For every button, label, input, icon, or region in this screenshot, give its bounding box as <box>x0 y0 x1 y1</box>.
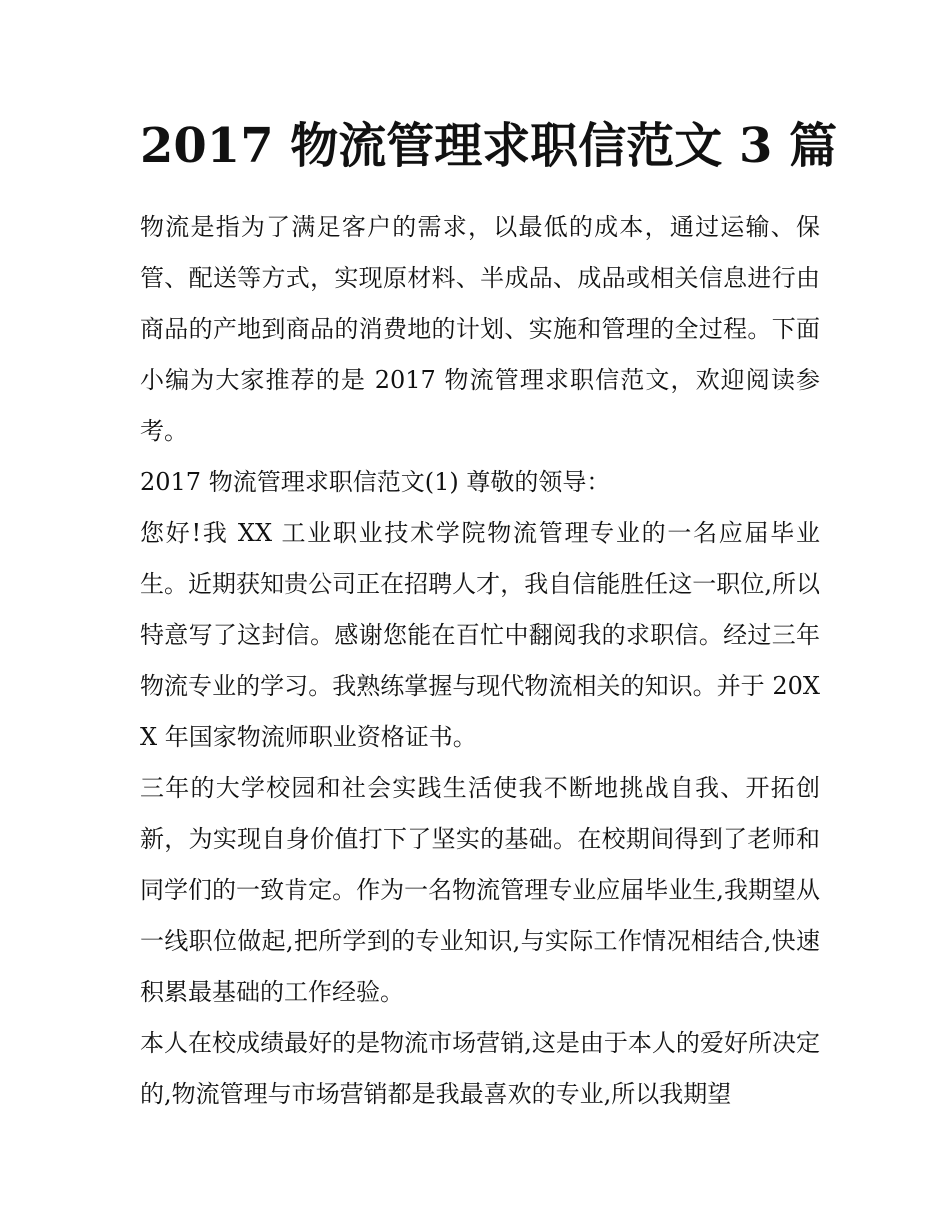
greeting-paragraph: 您好!我 XX 工业职业技术学院物流管理专业的一名应届毕业生。近期获知贵公司正在招聘人才，我自信能胜任这一职位,所以特意写了这封信。感谢您能在百忙中翻阅我的求职信。经过三年物流专业的学习。我熟练掌握与现代物流相关的知识。并于 20XX 年国家物流师职业资格证书。 <box>140 519 820 751</box>
experience-paragraph: 三年的大学校园和社会实践生活使我不断地挑战自我、开拓创新，为实现自身价值打下了坚实的基础。在校期间得到了老师和同学们的一致肯定。作为一名物流管理专业应届毕业生,我期望从一线职位做起,把所学到的专业知识,与实际工作情况相结合,快速积累最基础的工作经验。 <box>140 774 820 1006</box>
intro-paragraph: 物流是指为了满足客户的需求，以最低的成本，通过运输、保管、配送等方式，实现原材料、半成品、成品或相关信息进行由商品的产地到商品的消费地的计划、实施和管理的全过程。下面小编为大家推荐的是 2017 物流管理求职信范文，欢迎阅读参考。 <box>140 213 820 445</box>
grades-paragraph: 本人在校成绩最好的是物流市场营销,这是由于本人的爱好所决定的,物流管理与市场营销都是我最喜欢的专业,所以我期望 <box>140 1029 820 1108</box>
document-title: 2017 物流管理求职信范文 3 篇 <box>140 118 838 174</box>
letter-heading-paragraph: 2017 物流管理求职信范文(1) 尊敬的领导： <box>140 468 611 496</box>
document-page <box>140 110 838 1120</box>
